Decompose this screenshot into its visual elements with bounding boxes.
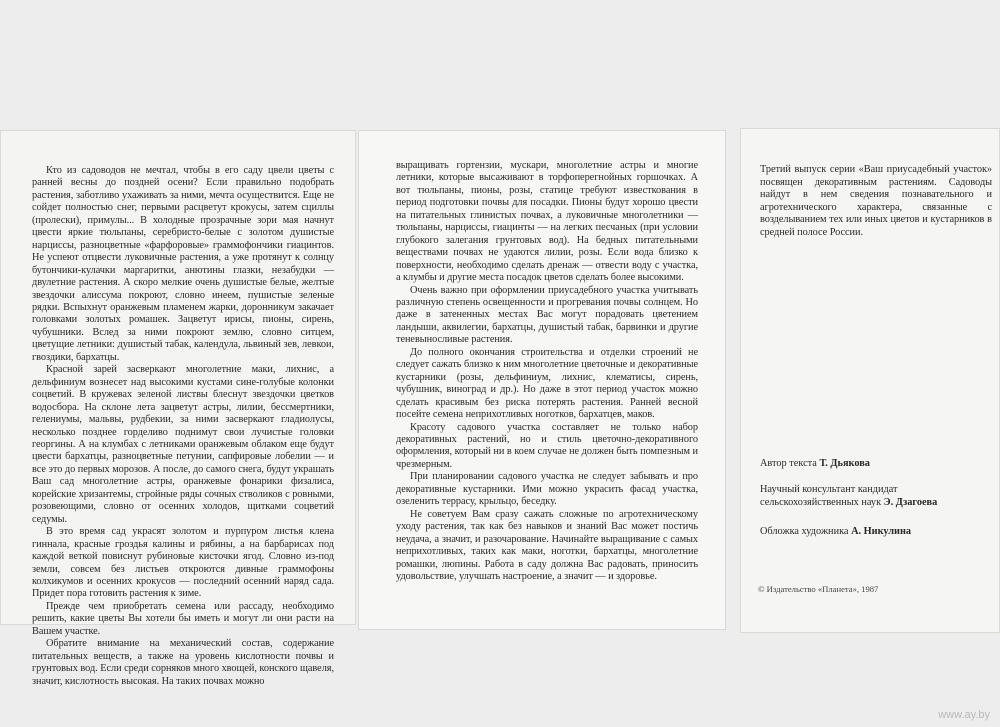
author-label: Автор текста <box>760 458 817 469</box>
left-paragraph: Кто из садоводов не мечтал, чтобы в его саду цвели цветы с ранней весны до поздней осени? Если правильно подобрать растения, заботливо ухаживать за ними, мечта осуществится. Еще не сойдет полностью снег, первыми расцветут крокусы, затем сциллы (пролески), примулы... В холодные прозрачные зори мая начнут цвести яркие тюльпаны, серебристо-белые с золотом душистые нарциссы, разноцветные «фарфоровые» граммофончики гиацинтов. Не успеют отцвести луковичные растения, а уже протянут к солнцу бутончики-кулачки маргаритки, анютины глазки, незабудки — двулетние растения. А скоро мелкие очень душистые белые, желтые звездочки алиссума покроют, словно инеем, пушистые зеленые рядки. Вспыхнут оранжевым пламенем жарки, доронникум закачает головками золотых ромашек. Зацветут ирисы, пионы, сирень, чубушники. Вслед за ними покроют землю, словно ситцем, цветущие летники: душистый табак, календула, львиный зев, левкои, гвоздики, бархатцы. <box>32 165 334 363</box>
middle-page-text <box>396 160 698 583</box>
left-page-text <box>32 165 334 688</box>
middle-paragraph: Очень важно при оформлении приусадебного участка учитывать различную степень освещенности и прогревания почвы солнцем. Но даже в затененных местах Вас могут порадовать цветением ландыши, аквилегии, бархатцы, душистый табак, барвинки и другие теневыносливые растения. <box>396 284 698 346</box>
left-page <box>0 130 356 687</box>
consultant-name: Э. Дзагоева <box>883 496 938 508</box>
author-credit <box>760 458 992 471</box>
copyright-line: © Издательство «Планета», 1987 <box>758 584 879 594</box>
cover-artist-label: Обложка художника <box>760 526 849 537</box>
series-intro-text: Третий выпуск серии «Ваш приусадебный участок» посвящен декоративным растениям. Садоводы найдут в нем сведения познавательного и агротехнического характера, связанные с возделыванием тех или иных цветов и кустарников в средней полосе России. <box>760 164 992 238</box>
middle-paragraph: Не советуем Вам сразу сажать сложные по агротехническому уходу растения, так как без навыков и знаний Вас может постичь неудача, а значит, и разочарование. Начинайте выращивание с самых неприхотливых, таких как маки, ноготки, бархатцы, многолетние ромашки, люпины. Работа в саду должна Вас радовать, приносить удовольствие, улучшать настроение, а значит — и здоровье. <box>396 508 698 582</box>
right-page <box>740 128 1000 633</box>
middle-paragraph: До полного окончания строительства и отделки строений не следует сажать близко к ним многолетние цветочные и декоративные кустарники (розы, дельфиниум, лихнис, клематисы, сирень, чубушник, виноград и др.). Но даже в этот период участок можно сделать красивым без риска потерять растения. Ранней весной посейте семена неприхотливых ноготков, бархатцев, маков. <box>396 346 698 421</box>
author-name: Т. Дьякова <box>819 458 870 469</box>
middle-paragraph: Красоту садового участка составляет не только набор декоративных растений, но и стиль цветочно-декоративного оформления, который ни в коем случае не должен быть помпезным и чрезмерным. <box>396 421 698 470</box>
left-paragraph: Обратите внимание на механический состав, содержание питательных веществ, а также на уровень кислотности почвы и грунтовых вод. Если среди сорняков много хвощей, конского щавеля, значит, кислотность высокая. На таких почвах можно <box>32 638 334 687</box>
left-paragraph: Красной зарей засверкают многолетние маки, лихнис, а дельфиниум вознесет над высокими кустами сине-голубые колонки соцветий. В кружевах зеленой листвы блеснут звездочки цветков водосбора. На склоне лета зацветут астры, лилии, бессмертники, гелениумы, мальвы, рудбекии, за ними засверкают гладиолусы, несколько позднее горделиво поднимут свои лучистые головки георгины. А на клумбах с летниками оранжевым облаком еще будут цвести бархатцы, разноцветные петунии, сапфировые лобелии — и все это до первых морозов. А после, до самого снега, будут украшать Ваш сад многолетние астры, оранжевые фонарики физалиса, корейские хризантемы, стройные ряды сочных стволиков с ровными, розовеющими, словно от осенних холодов, щитками соцветий седумы. <box>32 364 334 525</box>
middle-paragraph: При планировании садового участка не следует забывать и про декоративные кустарники. Ими можно украсить фасад участка, озеленить террасу, крыльцо, беседку. <box>396 471 698 508</box>
cover-artist-name: А. Никулина <box>851 526 912 537</box>
consultant-label: Научный консультант кандидат сельскохозяйственных наук <box>760 484 898 508</box>
left-paragraph: В это время сад украсят золотом и пурпуром листья клена гиннала, красные гроздья калины и рябины, а на барбарисах под каждой веткой повиснут рубиновые кисточки ягод. Словно из-под земли, совсем без листьев откроются дивные граммофоны колхикумов и осенних крокусов — последний осенний наряд сада. Придет пора готовить растения к зиме. <box>32 526 334 600</box>
consultant-credit <box>760 484 992 509</box>
left-paragraph: Прежде чем приобретать семена или рассаду, необходимо решить, какие цветы Вы хотели бы иметь и могут ли они расти на Вашем участке. <box>32 600 334 637</box>
cover-artist-credit <box>760 526 992 539</box>
site-watermark: www.ay.by <box>938 709 990 721</box>
series-intro <box>760 164 992 240</box>
middle-paragraph: выращивать гортензии, мускари, многолетние астры и многие летники, которые высаживают в торфоперегнойных горшочках. А вот тюльпаны, пионы, розы, статице требуют известкования в период подготовки почвы для посадки. Пионы будут хорошо цвести на питательных глинистых почвах, а луковичные многолетники — тюльпаны, нарциссы, гиацинты — на легких песчаных (при условии глубокого залегания грунтовых вод). На бедных питательными веществами почвах не удаются лилии, розы. Если вода близко к поверхности, необходимо сделать дренаж — отвести воду с участка, а клумбы и другие места посадок цветов сделать более высокими. <box>396 160 698 284</box>
middle-page <box>358 130 726 630</box>
